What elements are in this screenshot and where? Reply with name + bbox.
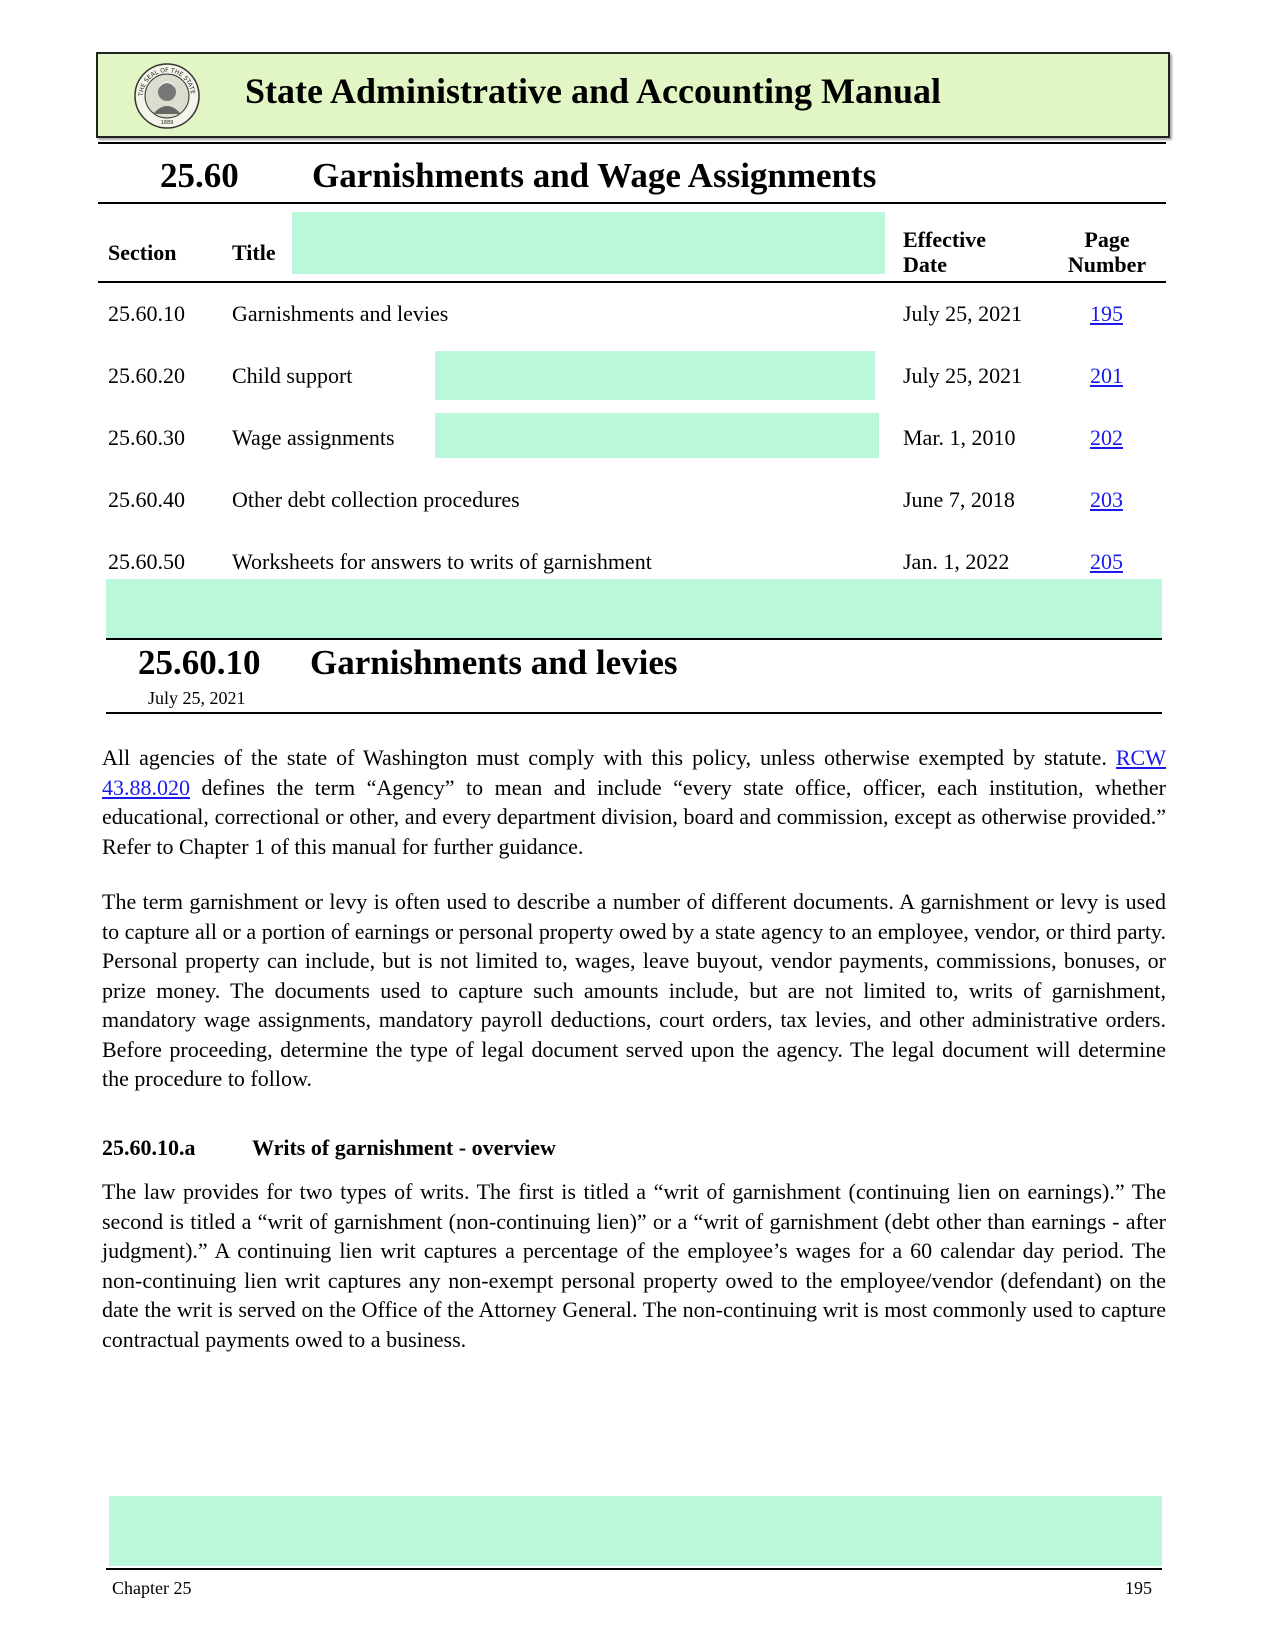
subsection-title: Writs of garnishment - overview bbox=[252, 1135, 556, 1160]
highlight-block bbox=[109, 1496, 1162, 1566]
toc-page-link[interactable]: 202 bbox=[1090, 425, 1123, 450]
chapter-bottom-rule bbox=[98, 202, 1166, 204]
toc-row-date: July 25, 2021 bbox=[903, 363, 1023, 388]
highlight-block bbox=[435, 351, 875, 400]
chapter-number: 25.60 bbox=[160, 156, 239, 195]
highlight-block bbox=[435, 413, 879, 458]
body-paragraph-agency: All agencies of the state of Washington must comply with this policy, unless otherwise exempted by statute. RCW 43.88.020 defines the term “Agency” to mean and include “every state office, officer, each institution, whether educational, correctional or other, and every department division, board and commission, except as otherwise provided.” Refer to Chapter 1 of this manual for further guidance. bbox=[102, 745, 1166, 859]
section-top-rule bbox=[106, 638, 1162, 640]
state-seal-logo bbox=[133, 62, 201, 130]
toc-row-date: Mar. 1, 2010 bbox=[903, 425, 1016, 450]
toc-page-link[interactable]: 201 bbox=[1090, 363, 1123, 388]
toc-row-date: June 7, 2018 bbox=[903, 487, 1015, 512]
toc-row-section: 25.60.30 bbox=[108, 425, 185, 450]
rcw-link[interactable]: RCW 43.88.020 bbox=[102, 745, 1166, 800]
toc-row-date: July 25, 2021 bbox=[903, 301, 1023, 326]
toc-row-title: Worksheets for answers to writs of garnishment bbox=[232, 549, 652, 574]
section-effective-date: July 25, 2021 bbox=[148, 688, 246, 708]
footer-chapter: Chapter 25 bbox=[112, 1578, 192, 1598]
col-header-page-number: Page Number bbox=[1067, 227, 1147, 277]
chapter-title: Garnishments and Wage Assignments bbox=[312, 156, 877, 195]
toc-row-section: 25.60.10 bbox=[108, 301, 185, 326]
toc-row-title: Garnishments and levies bbox=[232, 301, 449, 326]
toc-row-title: Other debt collection procedures bbox=[232, 487, 520, 512]
section-bottom-rule bbox=[106, 712, 1162, 714]
toc-row-section: 25.60.50 bbox=[108, 549, 185, 574]
toc-row-title: Wage assignments bbox=[232, 425, 395, 450]
highlight-block bbox=[292, 212, 885, 274]
manual-title: State Administrative and Accounting Manual bbox=[245, 71, 942, 111]
footer-page-number: 195 bbox=[1125, 1578, 1152, 1598]
toc-row-section: 25.60.40 bbox=[108, 487, 185, 512]
toc-page-link[interactable]: 205 bbox=[1090, 549, 1123, 574]
col-header-effective-date: Effective Date bbox=[903, 227, 987, 277]
highlight-block bbox=[106, 579, 1162, 639]
seal-year: 1889 bbox=[160, 120, 174, 126]
col-header-section: Section bbox=[108, 240, 177, 265]
toc-row-title: Child support bbox=[232, 363, 353, 388]
toc-page-link[interactable]: 203 bbox=[1090, 487, 1123, 512]
footer-rule bbox=[106, 1568, 1162, 1570]
section-title: Garnishments and levies bbox=[310, 643, 678, 682]
toc-row-section: 25.60.20 bbox=[108, 363, 185, 388]
toc-page-link[interactable]: 195 bbox=[1090, 301, 1123, 326]
col-header-title: Title bbox=[232, 240, 276, 265]
toc-row-date: Jan. 1, 2022 bbox=[903, 549, 1010, 574]
subsection-number: 25.60.10.a bbox=[102, 1135, 196, 1160]
body-paragraph-writs: The law provides for two types of writs. The first is titled a “writ of garnishment (continuing lien on earnings).” The second is titled a “writ of garnishment (non-continuing lien)” or a “writ of garnishment (debt other than earnings - after judgment).” A continuing lien writ captures a percentage of the employee’s wages for a 60 calendar day period. The non-continuing lien writ captures any non-exempt personal property owed to the employee/vendor (defendant) on the date the writ is served on the Office of the Attorney General. The non-continuing writ is most commonly used to capture contractual payments owed to a business. bbox=[102, 1179, 1166, 1352]
chapter-top-rule bbox=[98, 142, 1166, 144]
section-number: 25.60.10 bbox=[138, 643, 261, 682]
body-paragraph-garnishment: The term garnishment or levy is often used to describe a number of different documents. A garnishment or levy is used to capture all or a portion of earnings or personal property owed by a state agency to an employee, vendor, or third party. Personal property can include, but is not limited to, wages, leave buyout, vendor payments, commissions, bonuses, or prize money. The documents used to capture such amounts include, but are not limited to, writs of garnishment, mandatory wage assignments, mandatory payroll deductions, court orders, tax levies, and other administrative orders. Before proceeding, determine the type of legal document served upon the agency. The legal document will determine the procedure to follow. bbox=[102, 889, 1166, 1091]
seal-text: THE SEAL OF THE STATE bbox=[137, 66, 196, 97]
toc-header-rule bbox=[98, 281, 1166, 283]
